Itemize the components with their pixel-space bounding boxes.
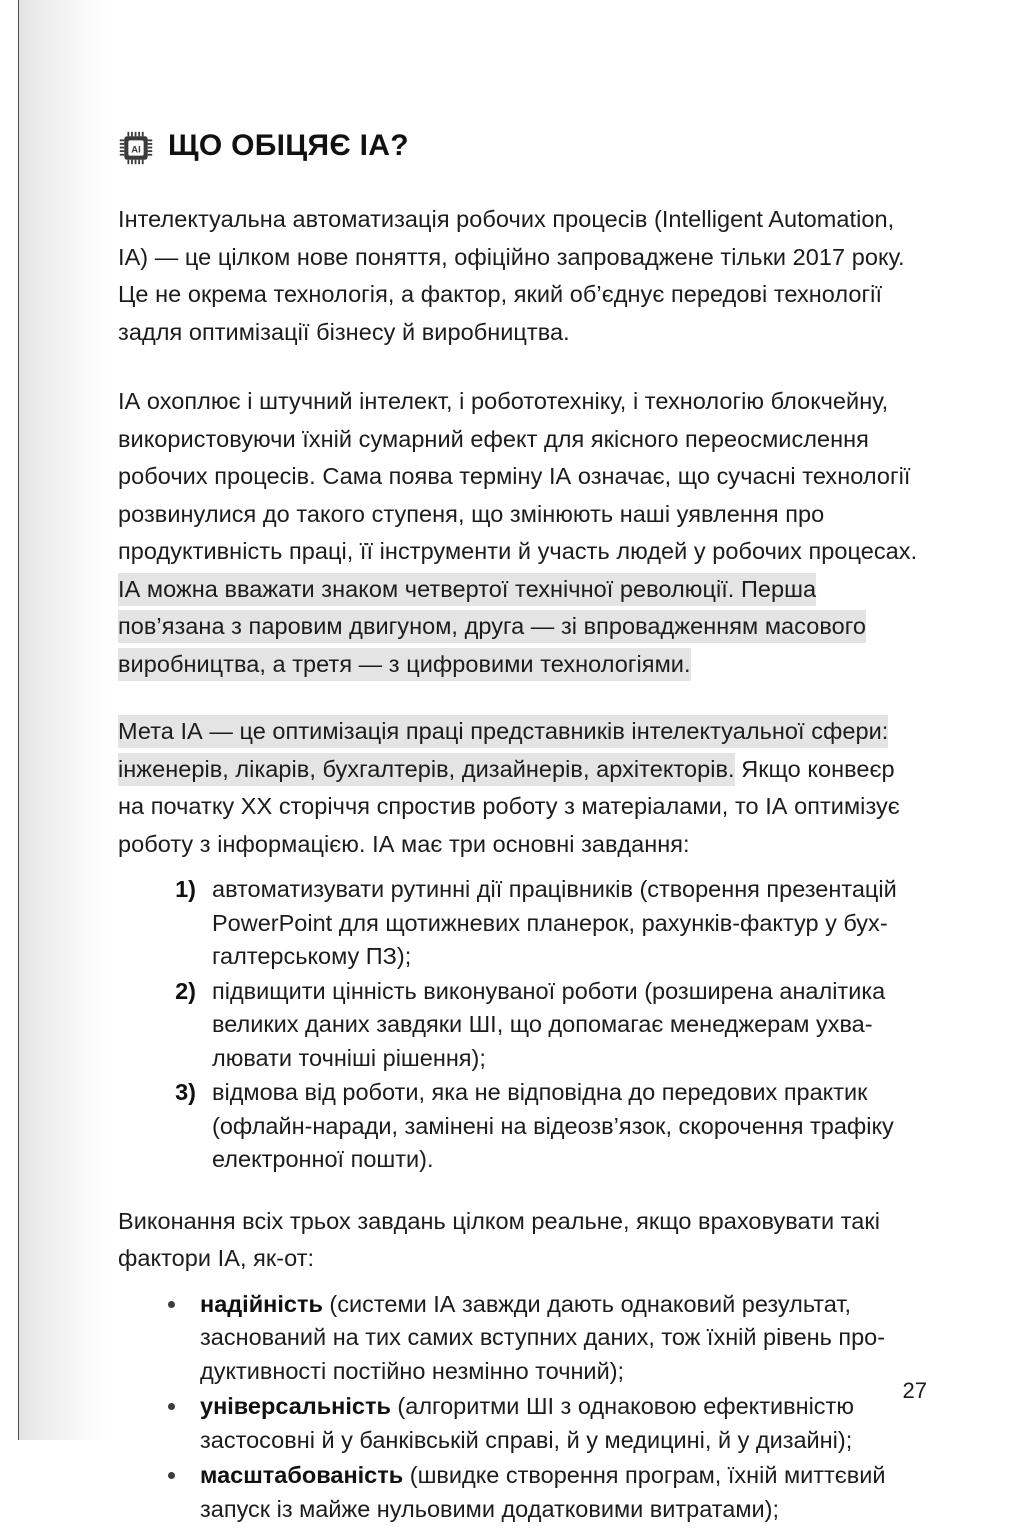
- list-item: [118, 1076, 926, 1177]
- list-item-text: відмова від роботи, яка не відповідна до передових практик (офлайн-наради, замінені на відеозв’язок, скорочення трафіку електронної пошти).: [212, 1079, 894, 1172]
- list-item: [118, 975, 926, 1076]
- list-item: [118, 873, 926, 974]
- list-item-term: універсальність: [200, 1393, 391, 1419]
- highlighted-text-revolutions: ІА можна вважати знаком четвертої технічної революції. Перша пов’язана з паровим двигуном, друга — зі впровадженням масового виробництва, а третя — з цифровими технологіями.: [118, 573, 866, 681]
- list-item: [118, 1390, 926, 1457]
- page-title: ЩО ОБІЦЯЄ ІА?: [168, 129, 409, 162]
- paragraph-intro: Інтелектуальна автоматизація робочих процесів (Intelligent Automation, ІА) — це цілком нове поняття, офіційно запроваджене тільки 2017 року. Це не окрема технологія, а фактор, який об’єднує передові технології задля оптимізації бізнесу й виробництва.: [118, 206, 905, 345]
- list-marker: 3): [175, 1079, 196, 1105]
- factors-bullet-list: [118, 1288, 926, 1527]
- paragraph-goal: [118, 713, 926, 863]
- page-content: [118, 0, 926, 1528]
- page-number: 27: [902, 1378, 927, 1403]
- paragraph-goal-tail: Якщо конвеєр на початку XX сторіччя спростив роботу з матеріалами, то ІА оптимізує роботу з інформацією. ІА має три основні завдання:: [118, 755, 900, 857]
- list-item-text: (швидке створення програм, їхній миттєвий запуск із майже нульовими додатковими витратами);: [200, 1462, 886, 1522]
- paragraph-scope: [118, 383, 926, 683]
- list-item-term: надійність: [200, 1290, 323, 1317]
- bullet-dot-icon: [168, 1472, 175, 1479]
- chip-icon-label: AI: [131, 144, 141, 156]
- numbered-task-list: [118, 873, 926, 1177]
- list-item-term: масштабованість: [200, 1462, 404, 1488]
- list-item: [118, 1459, 926, 1526]
- list-item-text: підвищити цінність виконуваної роботи (розширена аналітика великих даних завдяки ШІ, що допомагає менеджерам ухвалювати точніші рішення);: [212, 977, 886, 1071]
- list-marker: 2): [175, 977, 196, 1004]
- list-item: [118, 1288, 926, 1389]
- bullet-dot-icon: [168, 1301, 175, 1308]
- cpu-ai-chip-icon: [118, 130, 154, 166]
- section-heading: [118, 128, 926, 164]
- list-item-text: (системи ІА завжди дають однаковий результат, заснований на тих самих вступних даних, тож їхній рівень продуктивності постійно незмінно точний);: [200, 1290, 886, 1384]
- list-item-text: автоматизувати рутинні дії працівників (створення презентацій PowerPoint для щотижневих планерок, рахунків-фактур у бухгалтерському ПЗ);: [212, 876, 897, 969]
- paragraph-scope-plain: ІА охоплює і штучний інтелект, і робототехніку, і технологію блокчейну, використовуючи їхній сумарний ефект для якісного переосмислення робочих процесів. Сама поява терміну ІА означає, що сучасні технології розвинулися до такого ступеня, що змінюють наші уявлення про продуктивність праці, її інструменти й участь людей у робочих процесах.: [118, 388, 918, 564]
- page-gutter-shading: [19, 0, 109, 1440]
- list-item-text: (алгоритми ШІ з однаковою ефективністю застосовні й у банківській справі, й у медицині, й у дизайні);: [200, 1393, 854, 1453]
- paragraph-factors-lead: Виконання всіх трьох завдань цілком реальне, якщо враховувати такі фактори ІА, як-от:: [118, 1207, 881, 1271]
- list-marker: 1): [175, 876, 196, 902]
- highlighted-text-goal: Мета ІА — це оптимізація праці представників інтелектуальної сфери: інженерів, лікарів, бухгалтерів, дизайнерів, архітекторів.: [118, 715, 888, 786]
- bullet-dot-icon: [168, 1403, 175, 1410]
